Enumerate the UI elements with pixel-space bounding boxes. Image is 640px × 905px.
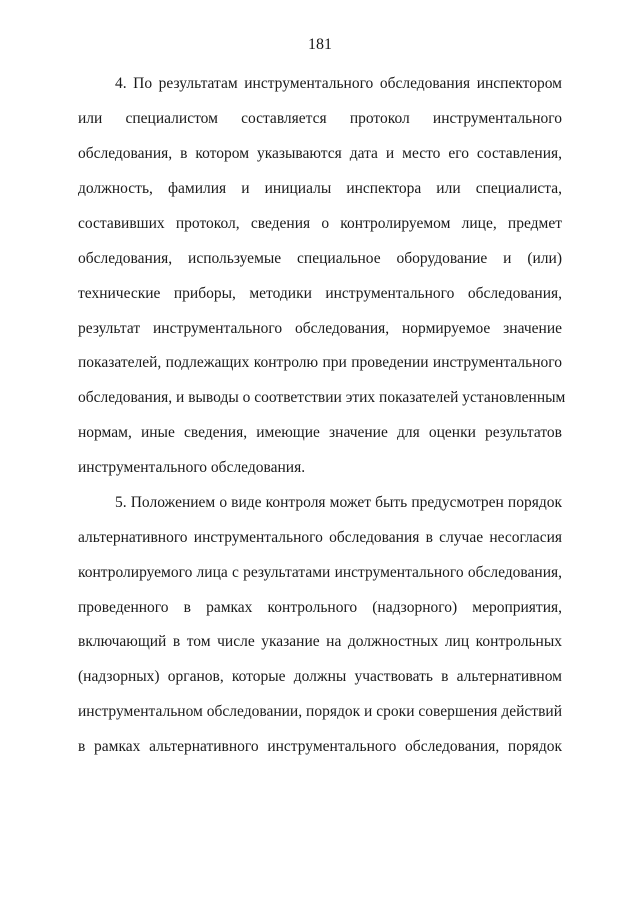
paragraph-4-line-12: инструментального обследования. bbox=[78, 459, 306, 476]
paragraph-4-line-9: показателей, подлежащих контролю при проведении инструментального bbox=[78, 354, 562, 371]
paragraph-5-line-7: инструментальном обследовании, порядок и сроки совершения действий bbox=[78, 703, 562, 720]
paragraph-4-line-11: нормам, иные сведения, имеющие значение для оценки результатов bbox=[78, 424, 562, 441]
paragraph-5-line-8: в рамках альтернативного инструментального обследования, порядок bbox=[78, 738, 562, 755]
paragraph-5-line-6: (надзорных) органов, которые должны участвовать в альтернативном bbox=[78, 668, 562, 685]
paragraph-4-line-7: технические приборы, методики инструментального обследования, bbox=[78, 285, 562, 302]
paragraph-5-line-4: проведенного в рамках контрольного (надзорного) мероприятия, bbox=[78, 599, 562, 616]
paragraph-4-line-10: обследования, и выводы о соответствии этих показателей установленным bbox=[78, 389, 566, 406]
paragraph-5-line-2: альтернативного инструментального обследования в случае несогласия bbox=[78, 529, 562, 546]
paragraph-5-line-3: контролируемого лица с результатами инструментального обследования, bbox=[78, 564, 562, 581]
paragraph-4-line-4: должность, фамилия и инициалы инспектора или специалиста, bbox=[78, 180, 562, 197]
paragraph-4-line-2: или специалистом составляется протокол инструментального bbox=[78, 110, 562, 127]
paragraph-4-line-5: составивших протокол, сведения о контролируемом лице, предмет bbox=[78, 215, 562, 232]
paragraph-4-line-8: результат инструментального обследования, нормируемое значение bbox=[78, 320, 562, 337]
page-number: 181 bbox=[308, 36, 332, 53]
paragraph-4-line-3: обследования, в котором указываются дата и место его составления, bbox=[78, 145, 562, 162]
paragraph-5-line-5: включающий в том числе указание на должностных лиц контрольных bbox=[78, 633, 562, 650]
paragraph-5-line-1: 5. Положением о виде контроля может быть предусмотрен порядок bbox=[115, 494, 562, 511]
paragraph-4-line-1: 4. По результатам инструментального обследования инспектором bbox=[115, 75, 562, 92]
paragraph-4-line-6: обследования, используемые специальное оборудование и (или) bbox=[78, 250, 562, 267]
